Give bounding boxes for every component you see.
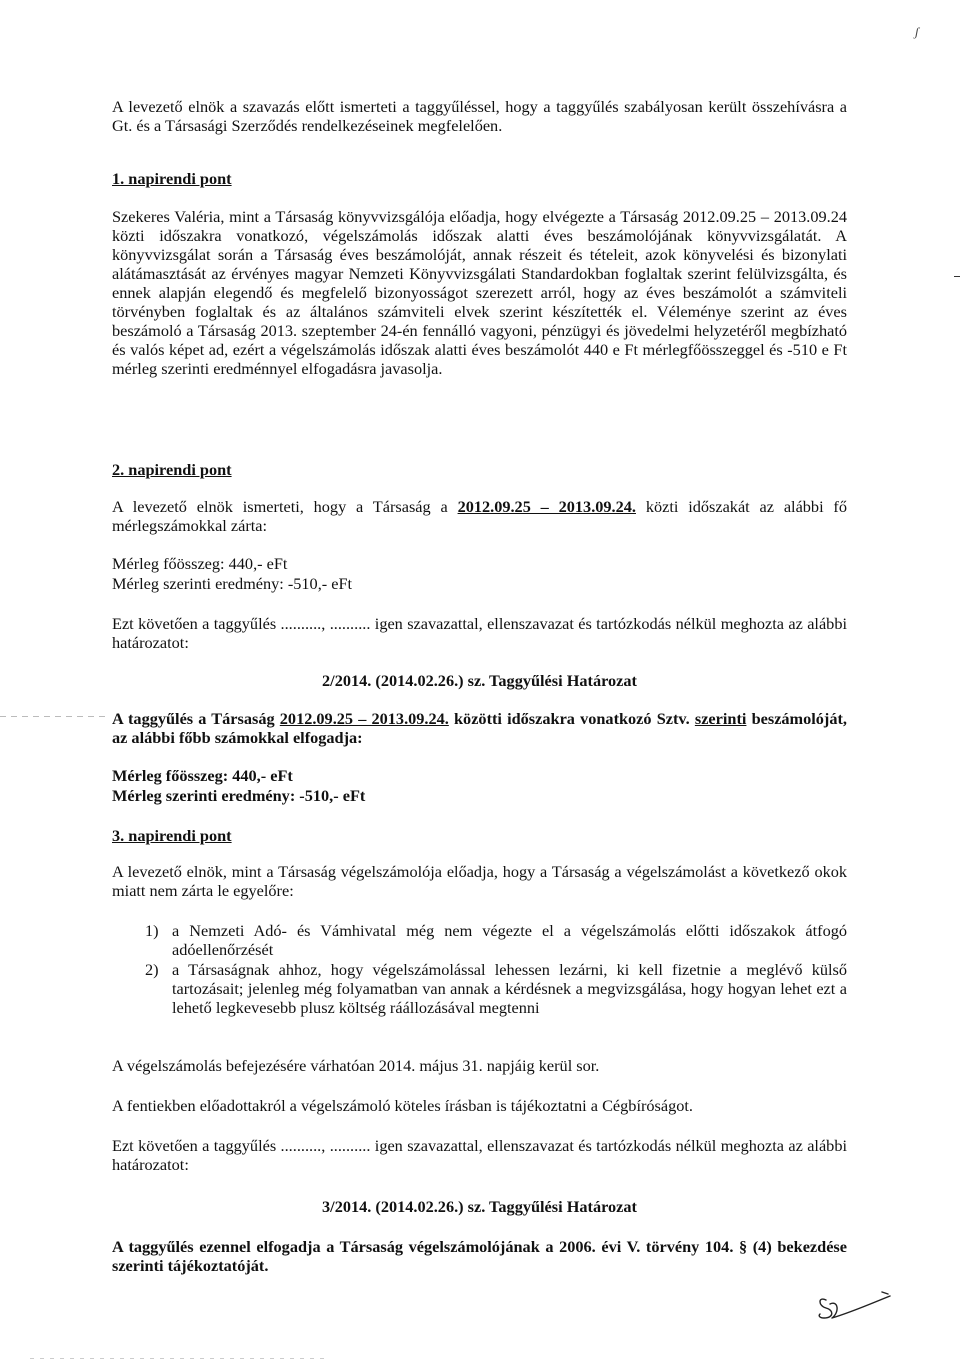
scan-artifact-line [0, 716, 110, 717]
list-item [112, 921, 847, 959]
agenda-item-1-heading: 1. napirendi pont [112, 169, 232, 188]
resolution-2-result: Mérleg szerinti eredmény: -510,- eFt [112, 786, 366, 805]
list-item [112, 960, 847, 1017]
balance-total: Mérleg főösszeg: 440,- eFt [112, 554, 288, 573]
resolution-2-total: Mérleg főösszeg: 440,- eFt [112, 766, 293, 785]
vote-text-3: Ezt követően a taggyűlés .........., .......... igen szavazattal, ellenszavazat és tartózkodás nélkül meghozta az alábbi határozatot: [112, 1136, 847, 1174]
resolution-text-mid: közötti időszakra vonatkozó Sztv. [448, 709, 695, 728]
resolution-text: A taggyűlés a Társaság [112, 709, 280, 728]
scan-edge-mark [954, 276, 960, 277]
list-text: a Nemzeti Adó- és Vámhivatal még nem végezte el a végelszámolás előtti időszakok átfogó adóellenőrzését [172, 921, 847, 959]
resolution-period: 2012.09.25 – 2013.09.24. [279, 709, 449, 728]
resolution-2-text [112, 709, 847, 747]
period-text: 2012.09.25 – 2013.09.24. [457, 497, 636, 516]
handwritten-initials [812, 1282, 892, 1328]
list-number: 2) [145, 960, 159, 979]
expected-end-text: A végelszámolás befejezésére várhatóan 2014. május 31. napjáig kerül sor. [112, 1056, 600, 1075]
court-info-text: A fentiekben előadottakról a végelszámoló köteles írásban is tájékoztatni a Cégbíróságot. [112, 1096, 693, 1115]
balance-result: Mérleg szerinti eredmény: -510,- eFt [112, 574, 353, 593]
vote-text-2: Ezt követően a taggyűlés .........., .......... igen szavazattal, ellenszavazat és tartózkodás nélkül meghozta az alábbi határozatot: [112, 614, 847, 652]
list-text: a Társaságnak ahhoz, hogy végelszámolással lehessen lezárni, ki kell fizetnie a meglévő külső tartozásait; jelenleg még folyamatban van annak a kérdésnek a megvizsgálása, hogy hogyan lehet ezt a lehető legkevesebb plusz költség ráállozásával megtenni [172, 960, 847, 1017]
resolution-text-ul: szerinti [694, 709, 747, 728]
corner-mark: ʃ [915, 24, 919, 39]
resolution-2-title: 2/2014. (2014.02.26.) sz. Taggyűlési Határozat [322, 671, 637, 690]
agenda-item-2-heading: 2. napirendi pont [112, 460, 232, 479]
agenda-item-3-body: A levezető elnök, mint a Társaság végelszámolója előadja, hogy a Társaság a végelszámolást a következő okok miatt nem zárta le egyelőre: [112, 862, 847, 900]
resolution-text-end: beszámolóját, az alábbi főbb számokkal elfogadja: [112, 709, 847, 747]
agenda-item-3-heading: 3. napirendi pont [112, 826, 232, 845]
scan-artifact-line-bottom [30, 1358, 330, 1359]
agenda-item-2-body [112, 497, 847, 535]
resolution-3-title: 3/2014. (2014.02.26.) sz. Taggyűlési Határozat [322, 1197, 637, 1216]
body-text-end: közti időszakát az alábbi fő mérlegszámokkal zárta: [112, 497, 847, 535]
intro-paragraph: A levezető elnök a szavazás előtt ismerteti a taggyűléssel, hogy a taggyűlés szabályosan került összehívásra a Gt. és a Társasági Szerződés rendelkezéseinek megfelelően. [112, 97, 847, 135]
body-text: A levezető elnök ismerteti, hogy a Társaság a [112, 497, 458, 516]
agenda-item-1-body: Szekeres Valéria, mint a Társaság könyvvizsgálója előadja, hogy elvégezte a Társaság 2012.09.25 – 2013.09.24 közti időszakra vonatkozó, végelszámolás időszak alatti éves beszámolójának könyvvizsgálatát. A könyvvizsgálat során a Társaság éves beszámolóját, annak részeit és tételeit, azok könyvelési és bizonylati alátámasztását az érvényes magyar Nemzeti Könyvvizsgálati Standardokban foglaltak szerint felülvizsgálta, és ennek alapján elegendő és megfelelő bizonyosságot szerezett arról, hogy az éves beszámolót a számviteli törvényben foglaltak és az általános számviteli elvek szerint készítették el. Véleménye szerint az éves beszámoló a Társaság 2013. szeptember 24-én fennálló vagyoni, pénzügyi és jövedelmi helyzetéről megbízható és valós képet ad, ezért a végelszámolás időszak alatti éves beszámolót 440 e Ft mérlegfőösszeggel és -510 e Ft mérleg szerinti eredménnyel elfogadásra javasolja. [112, 207, 847, 378]
resolution-3-text: A taggyűlés ezennel elfogadja a Társaság végelszámolójának a 2006. évi V. törvény 104. § (4) bekezdése szerinti tájékoztatóját. [112, 1237, 847, 1275]
list-number: 1) [145, 921, 159, 940]
